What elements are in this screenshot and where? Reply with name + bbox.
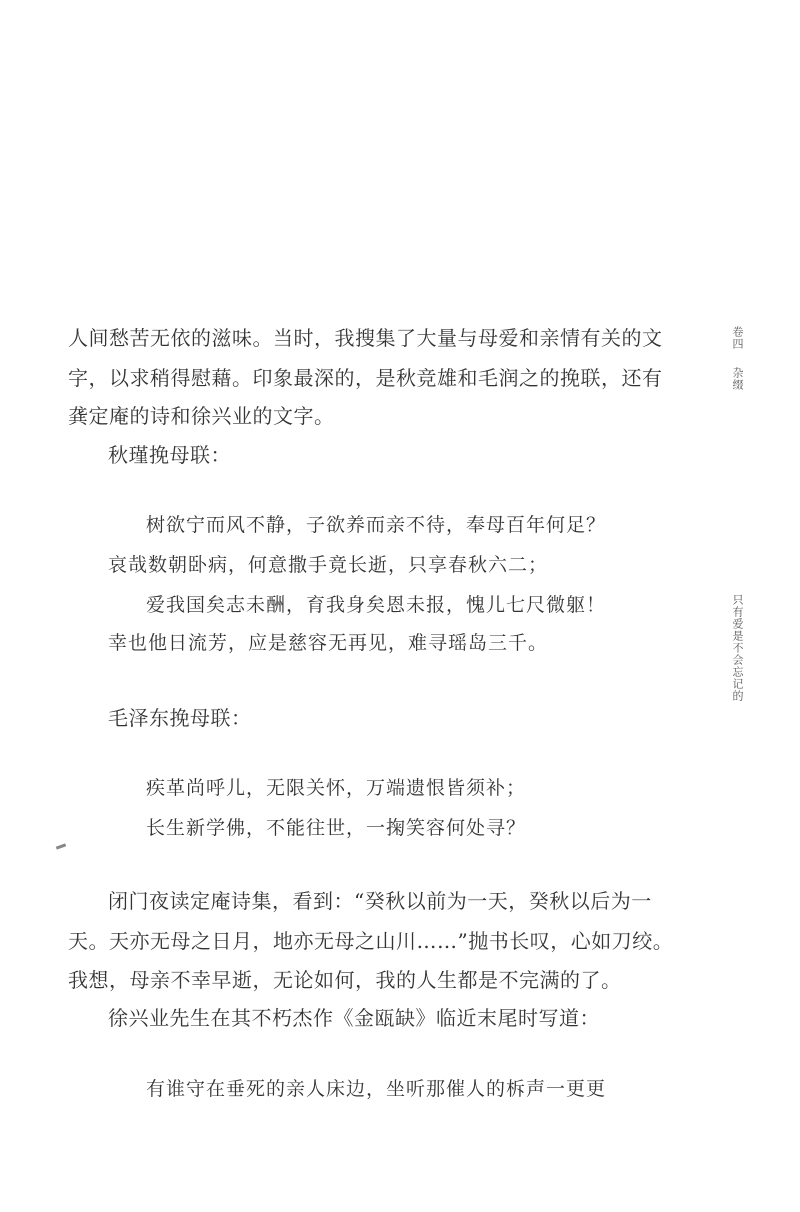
paragraph-line: 龚定庵的诗和徐兴业的文字。 [68,404,335,428]
paragraph-line: 天。天亦无母之日月，地亦无母之山川……”抛书长叹，心如刀绞。 [68,929,674,953]
paragraph-line: 闭门夜读定庵诗集，看到：“癸秋以前为一天，癸秋以后为一 [108,889,652,913]
quote-line: 有谁守在垂死的亲人床边，坐听那催人的柝声一更更 [146,1078,607,1100]
couplet-title: 毛泽东挽母联： [108,706,252,730]
stray-mark [56,843,66,849]
side-section: 杂缀 [731,367,744,391]
couplet-verse: 爱我国矣志未酬，育我身矣恩未报，愧儿七尺微躯！ [146,594,607,616]
couplet-title: 秋瑾挽母联： [108,443,231,467]
side-volume: 卷四 [731,326,744,350]
couplet-verse: 疾革尚呼儿，无限关怀，万端遗恨皆须补； [146,777,527,799]
couplet-verse: 哀哉数朝卧病，何意撒手竟长逝，只享春秋六二； [108,554,549,576]
couplet-verse: 幸也他日流芳，应是慈容无再见，难寻瑶岛三千。 [108,632,549,654]
side-book-title: 只有爱是不会忘记的 [731,594,744,702]
couplet-verse: 长生新学佛，不能往世，一掬笑容何处寻？ [146,817,527,839]
couplet-verse: 树欲宁而风不静，子欲养而亲不待，奉母百年何足？ [146,514,607,536]
paragraph-line: 我想，母亲不幸早逝，无论如何，我的人生都是不完满的了。 [68,968,622,992]
paragraph-line: 字，以求稍得慰藉。印象最深的，是秋竞雄和毛润之的挽联，还有 [68,366,663,390]
paragraph-line: 人间愁苦无依的滋味。当时，我搜集了大量与母爱和亲情有关的文 [68,326,663,350]
paragraph-line: 徐兴业先生在其不朽杰作《金瓯缺》临近末尾时写道： [108,1006,600,1030]
